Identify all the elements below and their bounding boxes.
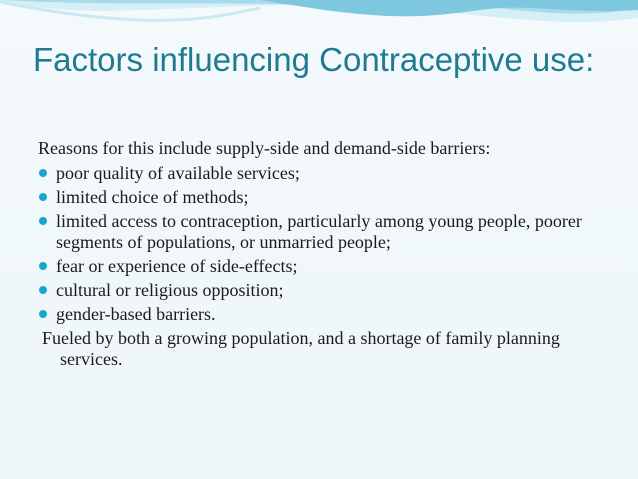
bullet-text: limited choice of methods; [56,187,249,207]
intro-text: Reasons for this include supply-side and demand-side barriers: [38,138,491,158]
list-item [38,256,598,277]
bullet-text: fear or experience of side-effects; [56,256,298,276]
list-item [38,163,598,184]
slide-title: Factors influencing Contraceptive use: [33,41,595,78]
bullet-dot-icon [39,286,47,294]
list-item [38,304,598,325]
bullet-text: poor quality of available services; [56,163,300,183]
list-item [38,187,598,208]
bullet-dot-icon [39,193,47,201]
list-item [38,280,598,301]
list-item [38,211,598,253]
bullet-dot-icon [39,310,47,318]
bullet-text: gender-based barriers. [56,304,216,324]
bullet-dot-icon [39,169,47,177]
bullet-dot-icon [39,217,47,225]
bullet-text: cultural or religious opposition; [56,280,284,300]
bullet-text: limited access to contraception, particularly among young people, poorer segments of populations, or unmarried people; [56,211,582,252]
bullet-dot-icon [39,262,47,270]
bullet-list [38,163,598,325]
closing-text: Fueled by both a growing population, and a shortage of family planning services. [42,328,560,369]
slide-body [38,138,598,374]
